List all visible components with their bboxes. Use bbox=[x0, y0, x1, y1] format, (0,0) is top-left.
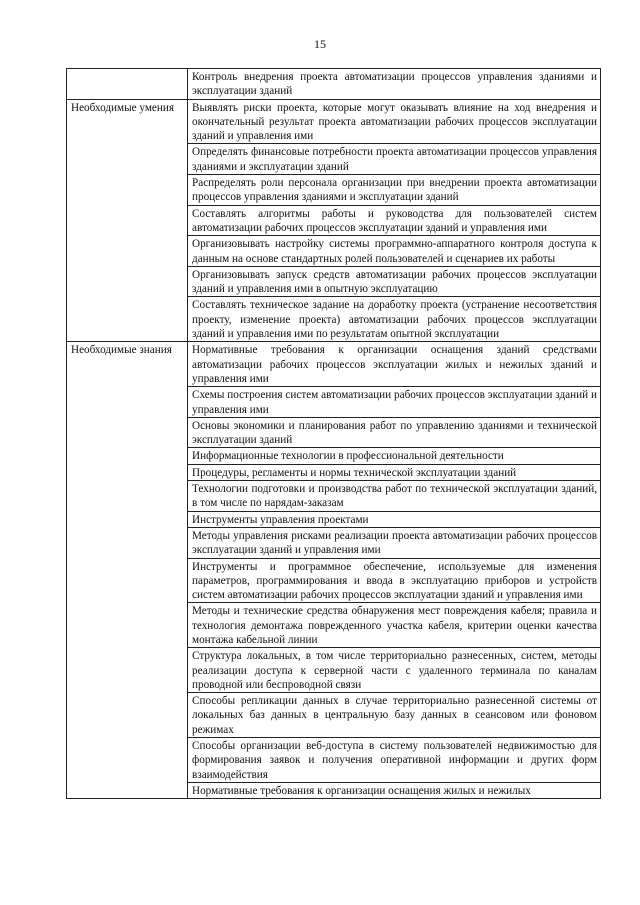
table-row bbox=[67, 99, 601, 144]
section-label-cell bbox=[67, 69, 188, 100]
page-number: 15 bbox=[314, 37, 326, 51]
requirement-item: Контроль внедрения проекта автоматизации процессов управления зданиями и эксплуатации зданий bbox=[188, 69, 601, 100]
requirement-item: Нормативные требования к организации оснащения зданий средствами автоматизации рабочих процессов эксплуатации жилых и нежилых зданий и управления ими bbox=[188, 342, 601, 387]
requirement-item: Способы организации веб-доступа в систему пользователей недвижимостью для формирования заявок и получения оперативной информации и других форм взаимодействия bbox=[188, 738, 601, 783]
requirements-table-body bbox=[67, 69, 601, 799]
requirement-item: Методы управления рисками реализации проекта автоматизации рабочих процессов эксплуатации зданий и управления ими bbox=[188, 527, 601, 558]
requirement-item: Составлять техническое задание на доработку проекта (устранение несоответствия проекту, изменение проекта) автоматизации рабочих процессов эксплуатации зданий и управления ими по результатам опытной эксплуатации bbox=[188, 297, 601, 342]
section-label-cell: Необходимые знания bbox=[67, 342, 188, 799]
table-row bbox=[67, 69, 601, 100]
requirement-item: Структура локальных, в том числе территориально разнесенных, систем, методы реализации доступа к серверной части с удаленного терминала по каналам проводной или беспроводной связи bbox=[188, 648, 601, 693]
requirement-item: Методы и технические средства обнаружения мест повреждения кабеля; правила и технология демонтажа поврежденного участка кабеля, критерии оценки качества монтажа кабельной линии bbox=[188, 603, 601, 648]
requirement-item: Определять финансовые потребности проекта автоматизации процессов управления зданиями и эксплуатации зданий bbox=[188, 144, 601, 175]
requirements-table bbox=[66, 68, 601, 799]
requirement-item: Выявлять риски проекта, которые могут оказывать влияние на ход внедрения и окончательный результат проекта автоматизации рабочих процессов эксплуатации зданий и управления ими bbox=[188, 99, 601, 144]
requirement-item: Схемы построения систем автоматизации рабочих процессов эксплуатации зданий и управления ими bbox=[188, 387, 601, 418]
requirement-item: Инструменты и программное обеспечение, используемые для изменения параметров, программирования и ввода в эксплуатацию приборов и устройств систем автоматизации рабочих процессов эксплуатации зданий и управления ими bbox=[188, 558, 601, 603]
requirement-item: Процедуры, регламенты и нормы технической эксплуатации зданий bbox=[188, 464, 601, 480]
section-label-cell: Необходимые умения bbox=[67, 99, 188, 342]
requirement-item: Основы экономики и планирования работ по управлению зданиями и технической эксплуатации зданий bbox=[188, 417, 601, 448]
table-row bbox=[67, 342, 601, 387]
requirement-item: Нормативные требования к организации оснащения жилых и нежилых bbox=[188, 782, 601, 798]
requirement-item: Технологии подготовки и производства работ по технической эксплуатации зданий, в том числе по нарядам-заказам bbox=[188, 481, 601, 512]
requirement-item: Распределять роли персонала организации при внедрении проекта автоматизации процессов управления зданиями и эксплуатации зданий bbox=[188, 175, 601, 206]
requirement-item: Организовывать настройку системы программно-аппаратного контроля доступа к данным на основе стандартных ролей пользователей и сценариев их работы bbox=[188, 236, 601, 267]
requirement-item: Информационные технологии в профессиональной деятельности bbox=[188, 448, 601, 464]
requirement-item: Организовывать запуск средств автоматизации рабочих процессов эксплуатации зданий и управления ими в опытную эксплуатацию bbox=[188, 266, 601, 297]
requirement-item: Способы репликации данных в случае территориально разнесенной системы от локальных баз данных в центральную базу данных в сеансовом или фоновом режимах bbox=[188, 693, 601, 738]
requirement-item: Составлять алгоритмы работы и руководства для пользователей систем автоматизации рабочих процессов эксплуатации зданий и управления ими bbox=[188, 205, 601, 236]
requirement-item: Инструменты управления проектами bbox=[188, 511, 601, 527]
